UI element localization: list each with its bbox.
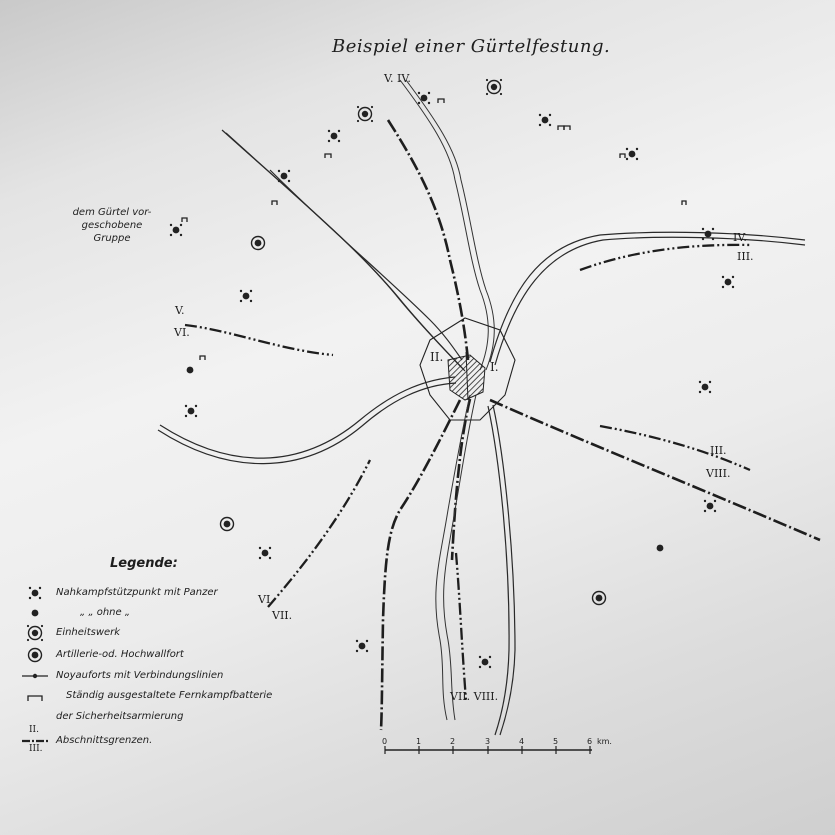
scale-tick-4: 4 [519, 737, 525, 746]
sector-label-v-iv: V. IV. [384, 72, 411, 85]
map-title: Beispiel einer Gürtelfestung. [332, 36, 611, 57]
batteries [182, 99, 686, 360]
legend-item-point: „ „ ohne „ [80, 607, 131, 618]
sector-label-vi-southwest: VI. [258, 593, 274, 606]
legend-item-battery-cont: der Sicherheitsarmierung [56, 711, 184, 722]
forward-group-note [62, 206, 162, 245]
legend-boundary-top: II. [29, 725, 39, 735]
sector-label-vii-viii-south: VII. VIII. [450, 690, 499, 703]
forward-group-note-line-3: Gruppe [93, 233, 131, 244]
core-label-i: I. [490, 360, 499, 374]
river [400, 80, 494, 720]
scale-tick-1: 1 [416, 737, 422, 746]
forward-group-note-line-1: dem Gürtel vor- [72, 207, 152, 218]
legend-item-battery: Ständig ausgestaltete Fernkampfbatterie [66, 690, 273, 701]
sector-label-v: V. [175, 304, 185, 317]
legend-boundary-bottom: III. [29, 744, 43, 754]
scale-tick-6: 6 [587, 737, 593, 746]
legend-item-unit-fort: Einheitswerk [56, 627, 121, 638]
sector-boundaries [185, 245, 752, 700]
sector-label-vi-west: VI. [174, 326, 190, 339]
forward-group-note-line-2: geschobene [81, 220, 143, 231]
sector-label-viii-southeast: VIII. [706, 467, 731, 480]
sector-label-iii-east: III. [737, 250, 754, 263]
legend-title: Legende: [110, 556, 178, 571]
sector-label-vii-southwest: VII. [272, 609, 293, 622]
sector-label-iv: IV. [733, 231, 747, 244]
legend-item-artillery-fort: Artillerie-od. Hochwallfort [56, 649, 184, 660]
scale-tick-2: 2 [450, 737, 456, 746]
scale-tick-0: 0 [382, 737, 388, 746]
sector-label-iii-southeast: III. [710, 444, 727, 457]
scale-tick-5: 5 [553, 737, 559, 746]
legend-item-noyau-forts: Noyauforts mit Verbindungslinien [56, 670, 224, 681]
roads [158, 130, 805, 735]
scale-bar [385, 746, 592, 754]
core-label-ii: II. [430, 350, 444, 364]
scale-unit: km. [597, 737, 612, 746]
scale-tick-3: 3 [485, 737, 491, 746]
legend-item-sector-boundaries: Abschnittsgrenzen. [56, 735, 153, 746]
legend-item-armored-point: Nahkampfstützpunkt mit Panzer [56, 587, 218, 598]
legend-symbols [22, 587, 48, 741]
